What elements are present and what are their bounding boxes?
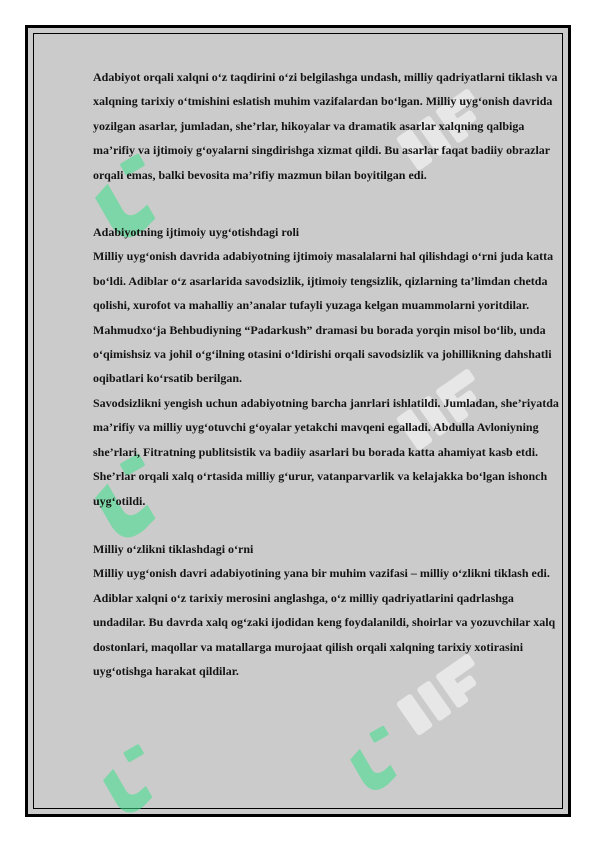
intro-paragraph: Adabiyot orqali xalqni o‘z taqdirini o‘zi belgilashga undash, milliy qadriyatlarni tiklash va xalqning tarixiy o‘tmishini eslatish muhim vazifalardan bo‘lgan. Milliy uyg‘onish davrida yozilgan asarlar, jumladan, she’rlar, hikoyalar va dramatik asarlar xalqning qalbiga ma’rifiy va ijtimoiy g‘oyalarni singdirishga xizmat qildi. Bu asarlar faqat badiiy obrazlar orqali emas, balki bevosita ma’rifiy mazmun bilan boyitilgan edi.	[93, 70, 558, 182]
sf-logo-watermark	[74, 724, 204, 814]
spacer	[93, 513, 563, 537]
section-paragraph: Milliy uyg‘onish davrida adabiyotning ijtimoiy masalalarni hal qilishdagi o‘rni juda katta bo‘ldi. Adiblar o‘z asarlarida savodsizlik, ijtimoiy tengsizlik, qizlarning ta’limdan chetda qolishi, xurofot va mahalliy an’analar tufayli yuzaga kelgan muammolarni yoritdilar. Mahmudxo‘ja Behbudiyning “Padarkush” dramasi bu borada yorqin misol bo‘lib, unda o‘qimishsiz va johil o‘g‘ilning otasini o‘ldirishi orqali savodsizlik va johillikning dahshatli oqibatlari ko‘rsatib berilgan.	[93, 249, 554, 386]
section-heading: Adabiyotning ijtimoiy uyg‘otishdagi roli	[93, 225, 300, 240]
spacer	[93, 187, 563, 220]
document-body	[93, 65, 563, 683]
section-heading: Milliy o‘zlikni tiklashdagi o‘rni	[93, 541, 254, 556]
sf-logo-watermark	[334, 694, 434, 804]
section-paragraph: Savodsizlikni yengish uchun adabiyotning barcha janrlari ishlatildi. Jumladan, she’riyatda ma’rifiy va milliy uyg‘otuvchi g‘oyalar yetakchi mavqeni egalladi. Abdulla Avloniyning she’rlari, Fitratning publitsistik va badiiy asarlari bu borada katta ahamiyat kasb etdi. She’rlar orqali xalq o‘rtasida milliy g‘urur, vatanparvarlik va kelajakka bo‘lgan ishonch uyg‘otildi.	[93, 395, 559, 508]
page-frame	[25, 25, 571, 817]
page-inner-frame	[33, 33, 563, 809]
section-paragraph: Milliy uyg‘onish davri adabiyotining yana bir muhim vazifasi – milliy o‘zlikni tiklash edi. Adiblar xalqni o‘z tarixiy merosini anglashga, o‘z milliy qadriyatlarini qadrlashga undadilar. Bu davrda xalq og‘zaki ijodidan keng foydalanildi, shoirlar va yozuvchilar xalq dostonlari, maqollar va matallarga murojaat qilish orqali xalqning tarixiy xotirasini uyg‘otishga harakat qildilar.	[93, 566, 556, 678]
